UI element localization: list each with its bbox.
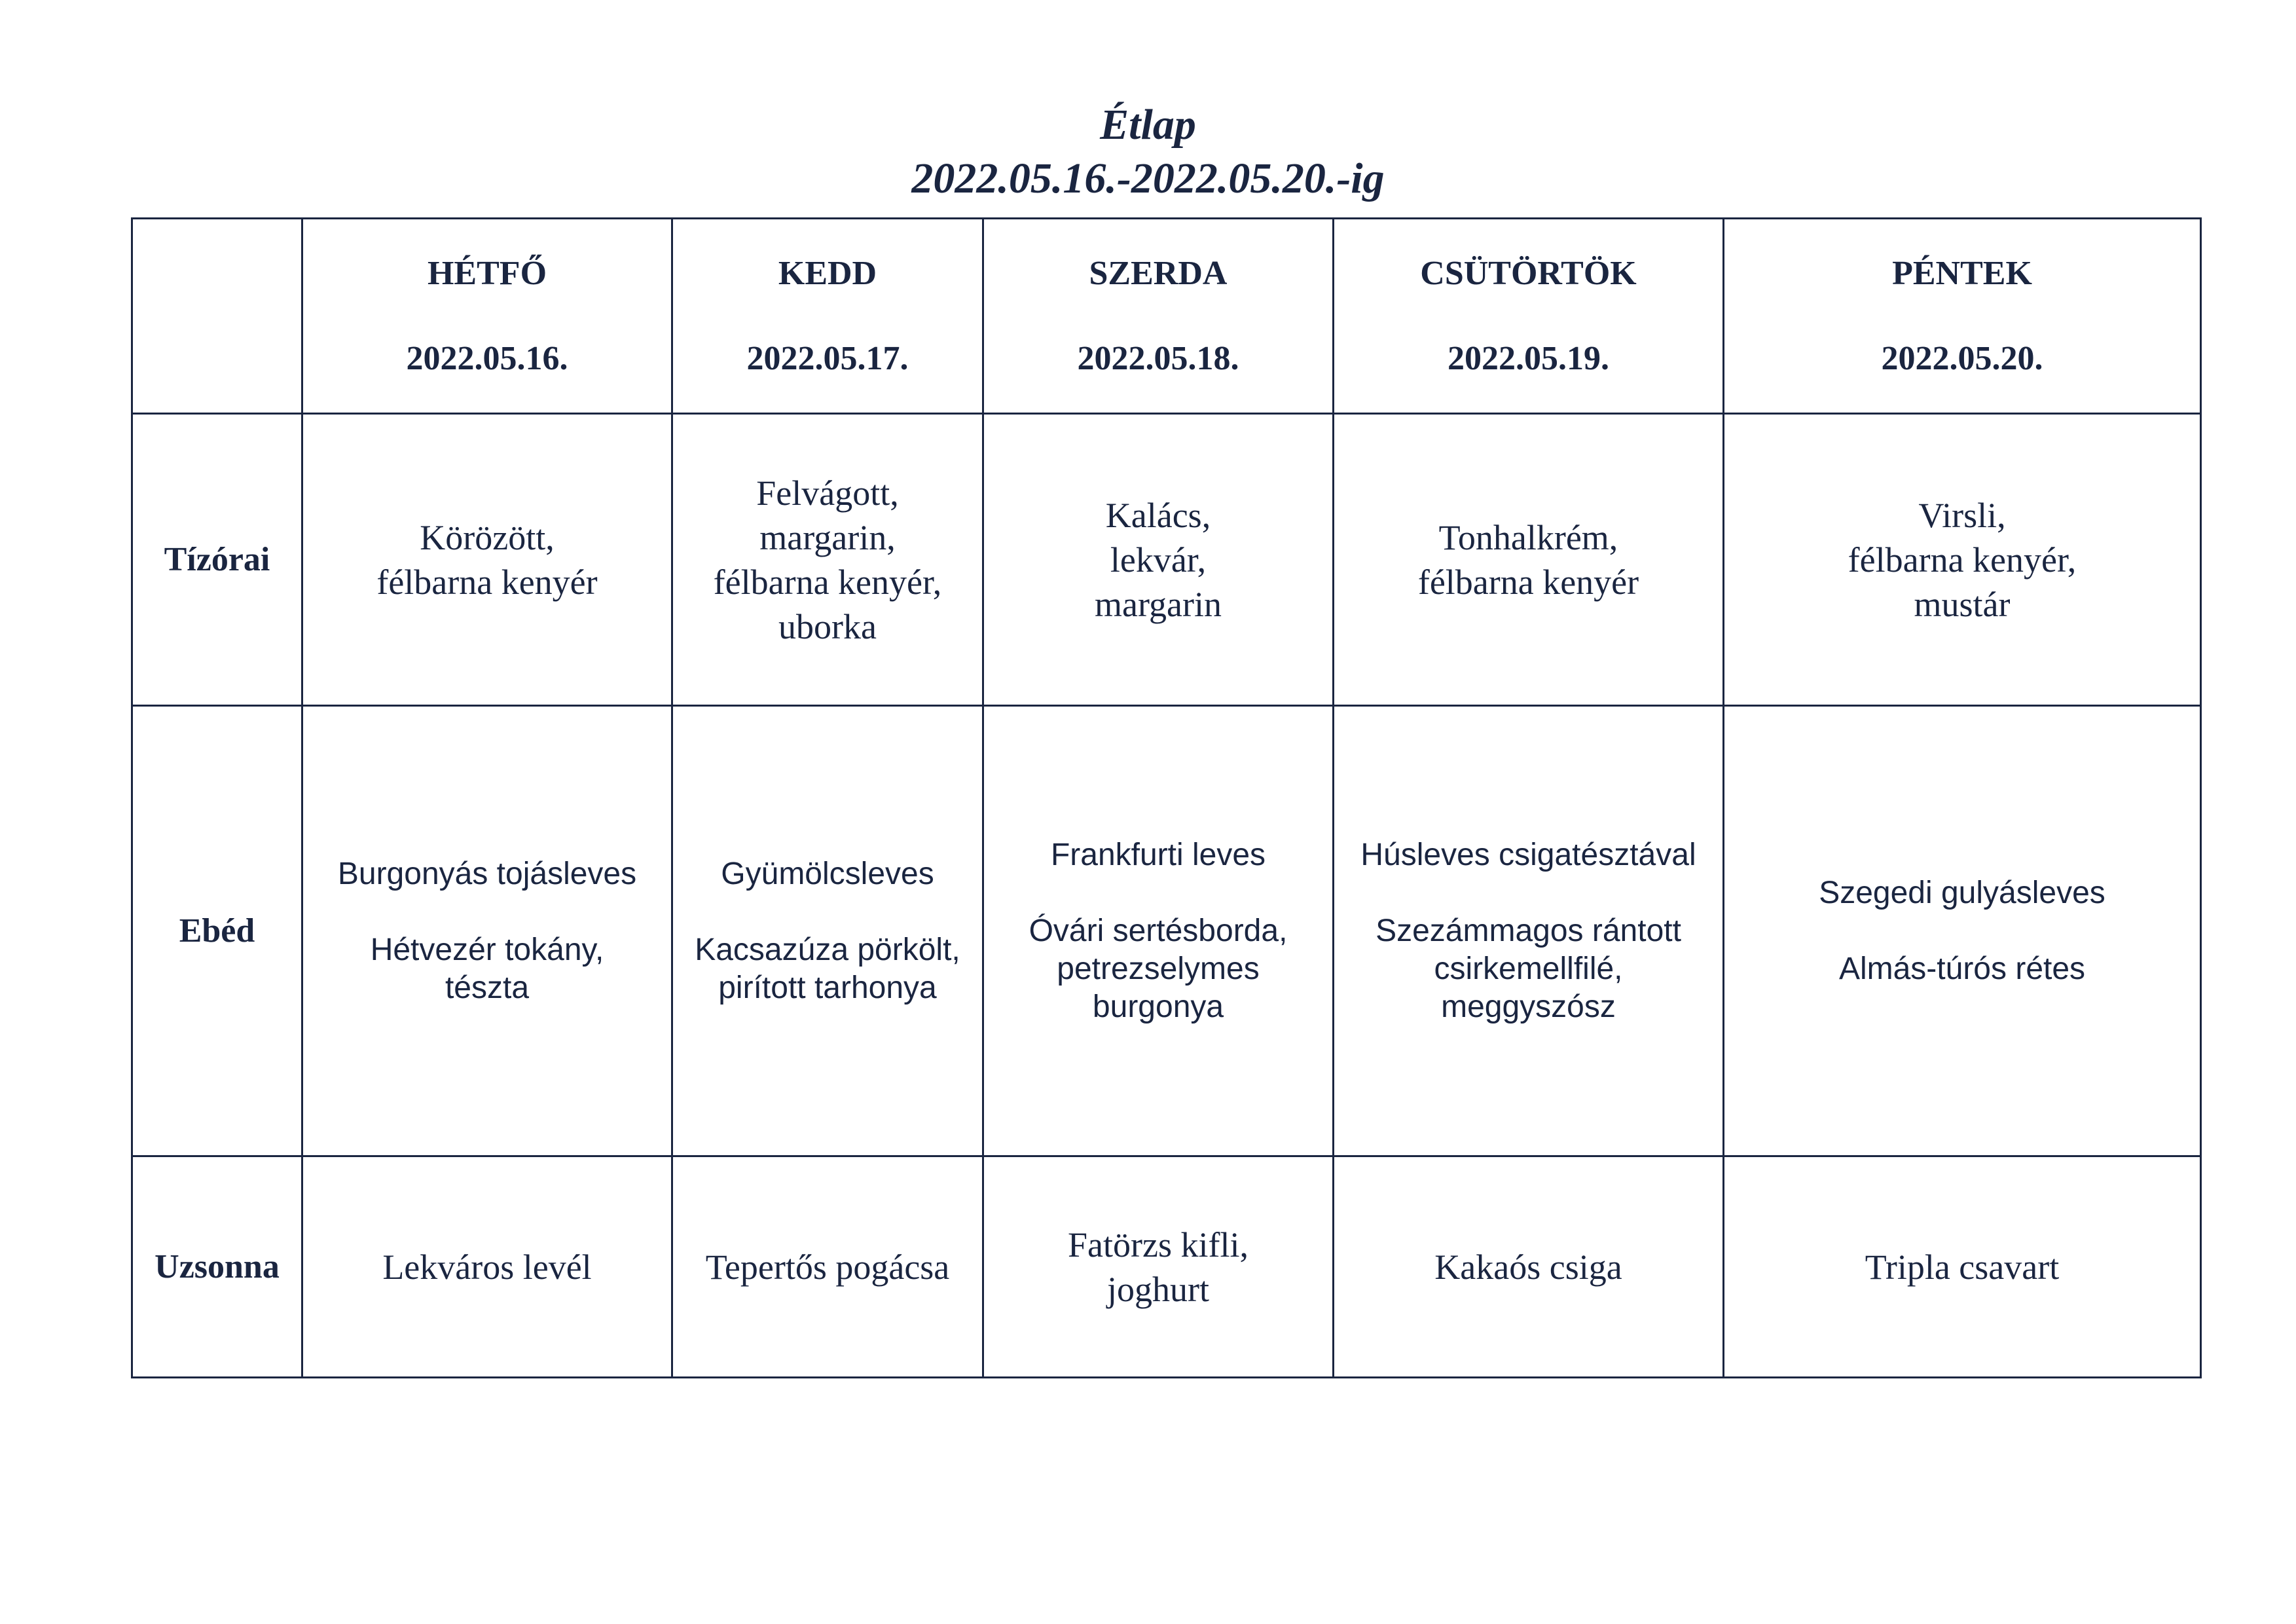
menu-item: Hétvezér tokány, — [370, 932, 604, 967]
day-header-wednesday — [983, 219, 1334, 414]
menu-item: Kakaós csiga — [1434, 1247, 1622, 1287]
tizorai-cell-friday — [1724, 414, 2201, 706]
menu-item: félbarna kenyér — [376, 562, 598, 602]
tizorai-cell-wednesday — [983, 414, 1334, 706]
soup: Gyümölcsleves — [721, 856, 934, 891]
row-ebed — [132, 706, 2201, 1156]
header-row — [132, 219, 2201, 414]
day-date: 2022.05.19. — [1448, 339, 1609, 377]
menu-item: petrezselymes — [1057, 951, 1260, 986]
menu-item: félbarna kenyér, — [713, 562, 942, 602]
row-label-uzsonna: Uzsonna — [132, 1156, 302, 1378]
menu-item: Szezámmagos rántott — [1376, 913, 1681, 948]
day-header-friday — [1724, 219, 2201, 414]
day-name: CSÜTÖRTÖK — [1420, 254, 1637, 292]
menu-item: Óvári sertésborda, — [1029, 913, 1288, 948]
row-tizorai — [132, 414, 2201, 706]
soup: Burgonyás tojásleves — [337, 856, 637, 891]
day-name: KEDD — [778, 254, 877, 292]
main-course — [312, 931, 662, 1007]
menu-item: Virsli, — [1918, 495, 2006, 535]
ebed-cell-tuesday — [672, 706, 983, 1156]
day-date: 2022.05.17. — [746, 339, 909, 377]
uzsonna-cell-tuesday — [672, 1156, 983, 1378]
menu-title — [0, 98, 2296, 206]
day-date: 2022.05.16. — [406, 339, 568, 377]
soup: Frankfurti leves — [1050, 837, 1266, 872]
title-etlap: Étlap — [1100, 101, 1196, 149]
menu-item: pirított tarhonya — [718, 970, 937, 1005]
day-header-monday — [302, 219, 672, 414]
menu-item: margarin, — [759, 517, 896, 557]
menu-item: Tonhalkrém, — [1438, 517, 1618, 557]
tizorai-cell-thursday — [1334, 414, 1724, 706]
weekly-menu-table — [131, 217, 2202, 1378]
uzsonna-cell-monday — [302, 1156, 672, 1378]
menu-item: lekvár, — [1110, 540, 1207, 580]
menu-item: margarin — [1095, 584, 1222, 624]
row-label-tizorai: Tízórai — [132, 414, 302, 706]
day-name: SZERDA — [1089, 254, 1228, 292]
tizorai-cell-monday — [302, 414, 672, 706]
menu-item: Felvágott, — [756, 473, 899, 513]
tizorai-cell-tuesday — [672, 414, 983, 706]
day-date: 2022.05.18. — [1077, 339, 1239, 377]
day-name: HÉTFŐ — [427, 254, 547, 292]
row-uzsonna — [132, 1156, 2201, 1378]
title-date-range: 2022.05.16.-2022.05.20.-ig — [911, 155, 1385, 202]
menu-item: mustár — [1914, 584, 2011, 624]
menu-item: Körözött, — [420, 517, 555, 557]
corner-cell — [132, 219, 302, 414]
uzsonna-cell-thursday — [1334, 1156, 1724, 1378]
main-course — [682, 931, 973, 1007]
soup: Szegedi gulyásleves — [1819, 875, 2105, 910]
uzsonna-cell-friday — [1724, 1156, 2201, 1378]
uzsonna-cell-wednesday — [983, 1156, 1334, 1378]
menu-item: uborka — [778, 606, 877, 646]
menu-item: csirkemellfilé, — [1434, 951, 1623, 986]
menu-item: meggyszósz — [1441, 989, 1616, 1024]
ebed-cell-thursday — [1334, 706, 1724, 1156]
menu-item: joghurt — [1107, 1269, 1209, 1309]
day-name: PÉNTEK — [1892, 254, 2032, 292]
menu-item: burgonya — [1092, 989, 1224, 1024]
main-course — [1734, 950, 2191, 988]
menu-item: félbarna kenyér, — [1848, 540, 2077, 580]
menu-item: tészta — [445, 970, 530, 1005]
menu-item: Lekváros levél — [382, 1247, 592, 1287]
menu-item: Tepertős pogácsa — [705, 1247, 950, 1287]
menu-item: Kalács, — [1105, 495, 1211, 535]
day-header-thursday — [1334, 219, 1724, 414]
day-date: 2022.05.20. — [1881, 339, 2043, 377]
day-header-tuesday — [672, 219, 983, 414]
main-course — [993, 912, 1323, 1026]
ebed-cell-wednesday — [983, 706, 1334, 1156]
row-label-ebed: Ebéd — [132, 706, 302, 1156]
ebed-cell-monday — [302, 706, 672, 1156]
ebed-cell-friday — [1724, 706, 2201, 1156]
menu-item: félbarna kenyér — [1417, 562, 1639, 602]
menu-item: Almás-túrós rétes — [1838, 951, 2086, 986]
main-course — [1343, 912, 1713, 1026]
menu-item: Fatörzs kifli, — [1068, 1225, 1248, 1264]
soup: Húsleves csigatésztával — [1360, 837, 1696, 872]
menu-item: Tripla csavart — [1865, 1247, 2060, 1287]
menu-item: Kacsazúza pörkölt, — [695, 932, 960, 967]
